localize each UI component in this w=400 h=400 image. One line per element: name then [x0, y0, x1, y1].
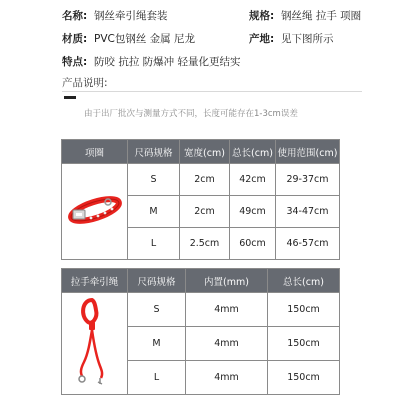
column-header: 总长(cm) [268, 269, 340, 293]
spec-row-material [0, 31, 400, 51]
table-header-row [62, 140, 340, 164]
section-title: 产品说明: [62, 77, 108, 89]
spec-value: PVC包钢丝 金属 尼龙 [94, 33, 196, 45]
inner-cell: 4mm [186, 327, 268, 361]
width-cell: 2cm [180, 164, 230, 196]
size-cell: S [128, 293, 186, 327]
column-header: 项圈 [62, 140, 128, 164]
column-header: 拉手牵引绳 [62, 269, 128, 293]
measurement-note: 由于出厂批次与测量方式不同，长度可能存在1-3cm误差 [84, 109, 298, 119]
size-cell: L [128, 228, 180, 260]
length-cell: 60cm [230, 228, 276, 260]
width-cell: 2.5cm [180, 228, 230, 260]
column-header: 尺码规格 [128, 140, 180, 164]
column-header: 使用范围(cm) [276, 140, 340, 164]
column-header: 总长(cm) [230, 140, 276, 164]
spec-value: 见下图所示 [281, 33, 334, 45]
leash-size-table [61, 268, 340, 395]
spec-value: 防咬 抗拉 防爆冲 轻量化更结实 [94, 56, 241, 68]
spec-label: 产地: [249, 33, 275, 45]
collar-size-table [61, 139, 340, 260]
size-cell: M [128, 196, 180, 228]
width-cell: 2cm [180, 196, 230, 228]
length-cell: 150cm [268, 293, 340, 327]
spec-row-name [0, 8, 400, 28]
table-row [62, 293, 340, 327]
spec-label: 材质: [62, 33, 88, 45]
inner-cell: 4mm [186, 361, 268, 395]
spec-label: 特点: [62, 56, 88, 68]
range-cell: 29-37cm [276, 164, 340, 196]
size-cell: M [128, 327, 186, 361]
range-cell: 46-57cm [276, 228, 340, 260]
length-cell: 49cm [230, 196, 276, 228]
table-header-row [62, 269, 340, 293]
spec-value: 钢丝牵引绳套装 [94, 10, 168, 22]
table-row [62, 164, 340, 196]
leash-icon [70, 296, 120, 388]
section-accent-mark [64, 96, 76, 99]
spec-value: 钢丝绳 拉手 项圈 [281, 10, 362, 22]
size-cell: S [128, 164, 180, 196]
size-cell: L [128, 361, 186, 395]
length-cell: 42cm [230, 164, 276, 196]
column-header: 尺码规格 [128, 269, 186, 293]
collar-image-cell [62, 164, 128, 260]
leash-image-cell [62, 293, 128, 395]
spec-label: 名称: [62, 10, 88, 22]
collar-icon [65, 180, 125, 240]
spec-row-features [0, 54, 400, 74]
column-header: 内置(mm) [186, 269, 268, 293]
inner-cell: 4mm [186, 293, 268, 327]
spec-label: 规格: [249, 10, 275, 22]
section-divider [62, 91, 362, 92]
length-cell: 150cm [268, 361, 340, 395]
range-cell: 34-47cm [276, 196, 340, 228]
column-header: 宽度(cm) [180, 140, 230, 164]
length-cell: 150cm [268, 327, 340, 361]
